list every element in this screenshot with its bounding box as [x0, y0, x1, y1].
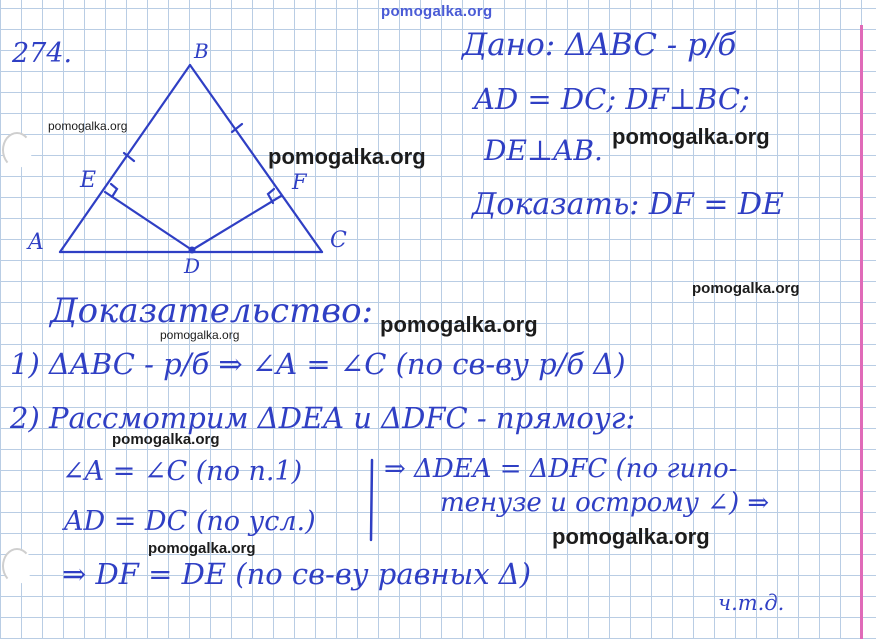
watermark: pomogalka.org [268, 144, 426, 169]
label-d: D [184, 254, 201, 278]
given-line-4: Доказать: DF = DE [472, 187, 784, 222]
label-a: A [28, 230, 44, 255]
given-line-1: Дано: ΔABC - р/б [462, 27, 737, 63]
watermark: pomogalka.org [692, 280, 800, 297]
problem-number: 274. [12, 38, 73, 69]
point-d [189, 247, 196, 254]
watermark: pomogalka.org [148, 540, 256, 557]
segment-df [192, 196, 281, 250]
right-angle-e [111, 184, 117, 197]
watermark: pomogalka.org [612, 124, 770, 149]
given-line-2: AD = DC; DF⊥BC; [474, 82, 750, 116]
qed-mark: ч.т.д. [718, 591, 785, 615]
side-ab [60, 65, 190, 252]
watermark: pomogalka.org [112, 431, 220, 448]
label-b: B [194, 39, 209, 63]
watermark: pomogalka.org [380, 312, 538, 337]
label-f: F [292, 170, 307, 194]
proof-condition-2: AD = DC (по усл.) [64, 506, 316, 537]
label-c: C [330, 228, 347, 253]
proof-conclusion-2: тенузе и острому ∠) ⇒ [440, 488, 770, 518]
given-line-3: DE⊥AB. [484, 134, 603, 167]
proof-conclusion-1: ⇒ ΔDEA = ΔDFC (по гипо- [384, 454, 738, 484]
brace-line [366, 458, 378, 542]
watermark: pomogalka.org [160, 328, 240, 342]
proof-condition-1: ∠A = ∠C (по п.1) [62, 456, 303, 487]
proof-step-1: 1) ΔABC - р/б ⇒ ∠A = ∠C (по св-ву р/б Δ) [10, 347, 626, 381]
proof-final: ⇒ DF = DE (по св-ву равных Δ) [62, 557, 532, 591]
label-e: E [80, 168, 97, 193]
watermark: pomogalka.org [48, 119, 128, 133]
proof-heading: Доказательство: [50, 291, 374, 331]
watermark: pomogalka.org [552, 524, 710, 549]
proof-step-2: 2) Рассмотрим ΔDEA и ΔDFC - прямоуг: [10, 401, 636, 435]
segment-de [105, 192, 192, 250]
site-header[interactable]: pomogalka.org [381, 3, 493, 20]
